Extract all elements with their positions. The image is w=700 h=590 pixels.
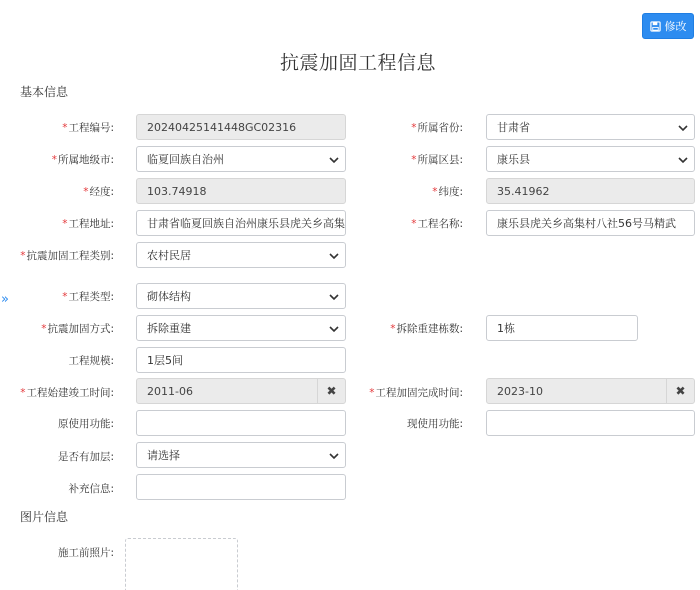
edit-button-label: 修改 [664, 20, 687, 33]
current-use-label: 现使用功能: [406, 418, 463, 430]
latitude-field: 35.41962 [486, 178, 695, 204]
scale-label: 工程规模: [68, 355, 114, 367]
province-select[interactable]: 甘肃省 [486, 114, 695, 140]
address-label: *工程地址: [62, 218, 114, 230]
has-added-floor-select[interactable]: 请选择 [136, 442, 346, 468]
project-type-label: *工程类型: [62, 291, 114, 303]
rebuild-count-label: *拆除重建栋数: [390, 323, 463, 335]
longitude-label: *经度: [83, 186, 114, 198]
project-name-input[interactable]: 康乐县虎关乡高集村八社56号马精武 [486, 210, 695, 236]
reinforce-method-label: *抗震加固方式: [41, 323, 114, 335]
chevron-down-icon [678, 123, 688, 133]
project-type-select[interactable]: 砌体结构 [136, 283, 346, 309]
section-title-basic: 基本信息 [20, 85, 69, 99]
rebuild-count-input[interactable]: 1栋 [486, 315, 638, 341]
chevron-down-icon [329, 292, 339, 302]
close-icon[interactable]: ✖ [317, 379, 345, 403]
latitude-label: *纬度: [432, 186, 463, 198]
section-title-photos: 图片信息 [20, 510, 69, 524]
chevron-down-icon [329, 324, 339, 334]
close-icon[interactable]: ✖ [666, 379, 694, 403]
original-use-label: 原使用功能: [57, 418, 114, 430]
edit-button[interactable] [642, 13, 694, 39]
finish-time-field[interactable]: 2023-10 ✖ [486, 378, 695, 404]
photo-upload-area[interactable] [125, 538, 238, 590]
start-time-label: *工程始建竣工时间: [20, 387, 114, 399]
page-title: 抗震加固工程信息 [279, 52, 436, 74]
photo-before-label: 施工前照片: [57, 547, 114, 559]
save-icon [650, 21, 661, 32]
project-no-label: *工程编号: [62, 122, 114, 134]
reinforce-category-select[interactable]: 农村民居 [136, 242, 346, 268]
chevron-down-icon [678, 155, 688, 165]
reinforce-category-label: *抗震加固工程类别: [20, 250, 114, 262]
start-time-field[interactable]: 2011-06 ✖ [136, 378, 346, 404]
double-chevron-right-icon[interactable]: » [1, 292, 9, 307]
chevron-down-icon [329, 251, 339, 261]
original-use-input[interactable] [136, 410, 346, 436]
has-added-floor-label: 是否有加层: [57, 451, 114, 463]
reinforce-method-select[interactable]: 拆除重建 [136, 315, 346, 341]
current-use-input[interactable] [486, 410, 695, 436]
finish-time-label: *工程加固完成时间: [369, 387, 463, 399]
district-select[interactable]: 康乐县 [486, 146, 695, 172]
extra-info-label: 补充信息: [68, 483, 114, 495]
project-no-field: 20240425141448GC02316 [136, 114, 346, 140]
province-label: *所属省份: [411, 122, 463, 134]
city-select[interactable]: 临夏回族自治州 [136, 146, 346, 172]
longitude-field: 103.74918 [136, 178, 346, 204]
project-name-label: *工程名称: [411, 218, 463, 230]
chevron-down-icon [329, 155, 339, 165]
extra-info-input[interactable] [136, 474, 346, 500]
address-input[interactable]: 甘肃省临夏回族自治州康乐县虎关乡高集 [136, 210, 346, 236]
district-label: *所属区县: [411, 154, 463, 166]
city-label: *所属地级市: [51, 154, 114, 166]
scale-input[interactable]: 1层5间 [136, 347, 346, 373]
chevron-down-icon [329, 451, 339, 461]
